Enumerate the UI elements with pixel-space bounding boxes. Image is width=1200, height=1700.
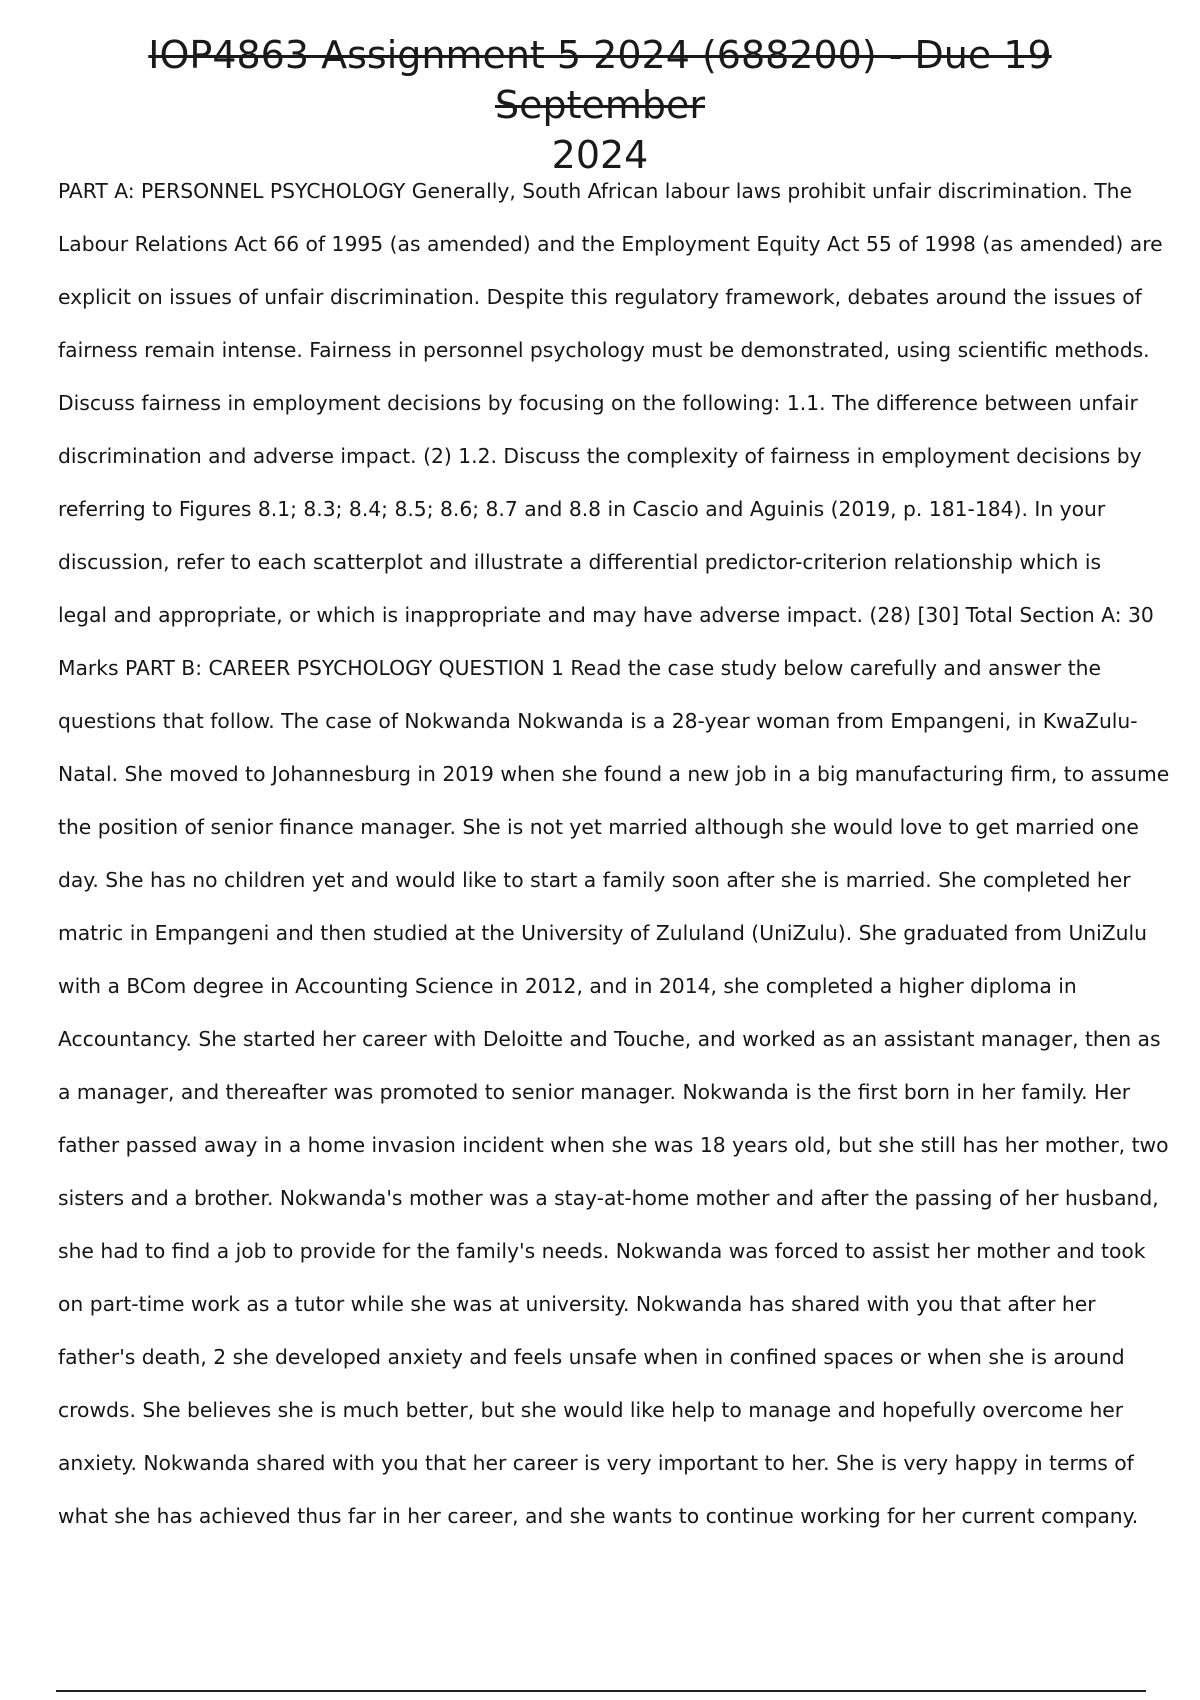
body-line: matric in Empangeni and then studied at the University of Zululand (UniZulu). She graduated from UniZulu	[58, 921, 1148, 945]
body-line: Discuss fairness in employment decisions by focusing on the following: 1.1. The difference between unfair	[58, 391, 1138, 415]
document-body	[58, 165, 1174, 1543]
footer-divider	[56, 1690, 1146, 1692]
body-line: she had to find a job to provide for the family's needs. Nokwanda was forced to assist her mother and took	[58, 1239, 1146, 1263]
document-title	[40, 30, 1160, 180]
body-line: father passed away in a home invasion incident when she was 18 years old, but she still has her mother, two	[58, 1133, 1169, 1157]
body-line: discrimination and adverse impact. (2) 1.2. Discuss the complexity of fairness in employment decisions by	[58, 444, 1142, 468]
body-line: questions that follow. The case of Nokwanda Nokwanda is a 28-year woman from Empangeni, in KwaZulu-	[58, 709, 1138, 733]
body-line: discussion, refer to each scatterplot and illustrate a differential predictor-criterion relationship which is	[58, 550, 1102, 574]
body-line: PART A: PERSONNEL PSYCHOLOGY Generally, South African labour laws prohibit unfair discrimination. The	[58, 179, 1133, 203]
body-line: with a BCom degree in Accounting Science in 2012, and in 2014, she completed a higher diploma in	[58, 974, 1077, 998]
body-line: what she has achieved thus far in her career, and she wants to continue working for her current company.	[58, 1504, 1139, 1528]
body-line: anxiety. Nokwanda shared with you that her career is very important to her. She is very happy in terms of	[58, 1451, 1134, 1475]
document-title-line-1: IOP4863 Assignment 5 2024 (688200) - Due 19 September	[148, 33, 1052, 127]
body-line: Labour Relations Act 66 of 1995 (as amended) and the Employment Equity Act 55 of 1998 (as amended) are	[58, 232, 1163, 256]
body-line: day. She has no children yet and would like to start a family soon after she is married. She completed her	[58, 868, 1131, 892]
body-line: explicit on issues of unfair discrimination. Despite this regulatory framework, debates around the issues of	[58, 285, 1142, 309]
body-line: father's death, 2 she developed anxiety and feels unsafe when in confined spaces or when she is around	[58, 1345, 1125, 1369]
body-line: Natal. She moved to Johannesburg in 2019 when she found a new job in a big manufacturing firm, to assume	[58, 762, 1170, 786]
body-line: legal and appropriate, or which is inappropriate and may have adverse impact. (28) [30] Total Section A: 30	[58, 603, 1154, 627]
body-line: a manager, and thereafter was promoted to senior manager. Nokwanda is the first born in her family. Her	[58, 1080, 1131, 1104]
body-line: crowds. She believes she is much better, but she would like help to manage and hopefully overcome her	[58, 1398, 1124, 1422]
body-line: fairness remain intense. Fairness in personnel psychology must be demonstrated, using scientific methods.	[58, 338, 1150, 362]
document-title-line-2: 2024	[551, 133, 649, 177]
body-line: on part-time work as a tutor while she was at university. Nokwanda has shared with you that after her	[58, 1292, 1096, 1316]
body-line: Accountancy. She started her career with Deloitte and Touche, and worked as an assistant manager, then as	[58, 1027, 1161, 1051]
body-line: referring to Figures 8.1; 8.3; 8.4; 8.5; 8.6; 8.7 and 8.8 in Cascio and Aguinis (2019, p. 181-184). In your	[58, 497, 1106, 521]
body-line: sisters and a brother. Nokwanda's mother was a stay-at-home mother and after the passing of her husband,	[58, 1186, 1159, 1210]
body-line: the position of senior finance manager. She is not yet married although she would love to get married one	[58, 815, 1139, 839]
body-line: Marks PART B: CAREER PSYCHOLOGY QUESTION 1 Read the case study below carefully and answer the	[58, 656, 1101, 680]
